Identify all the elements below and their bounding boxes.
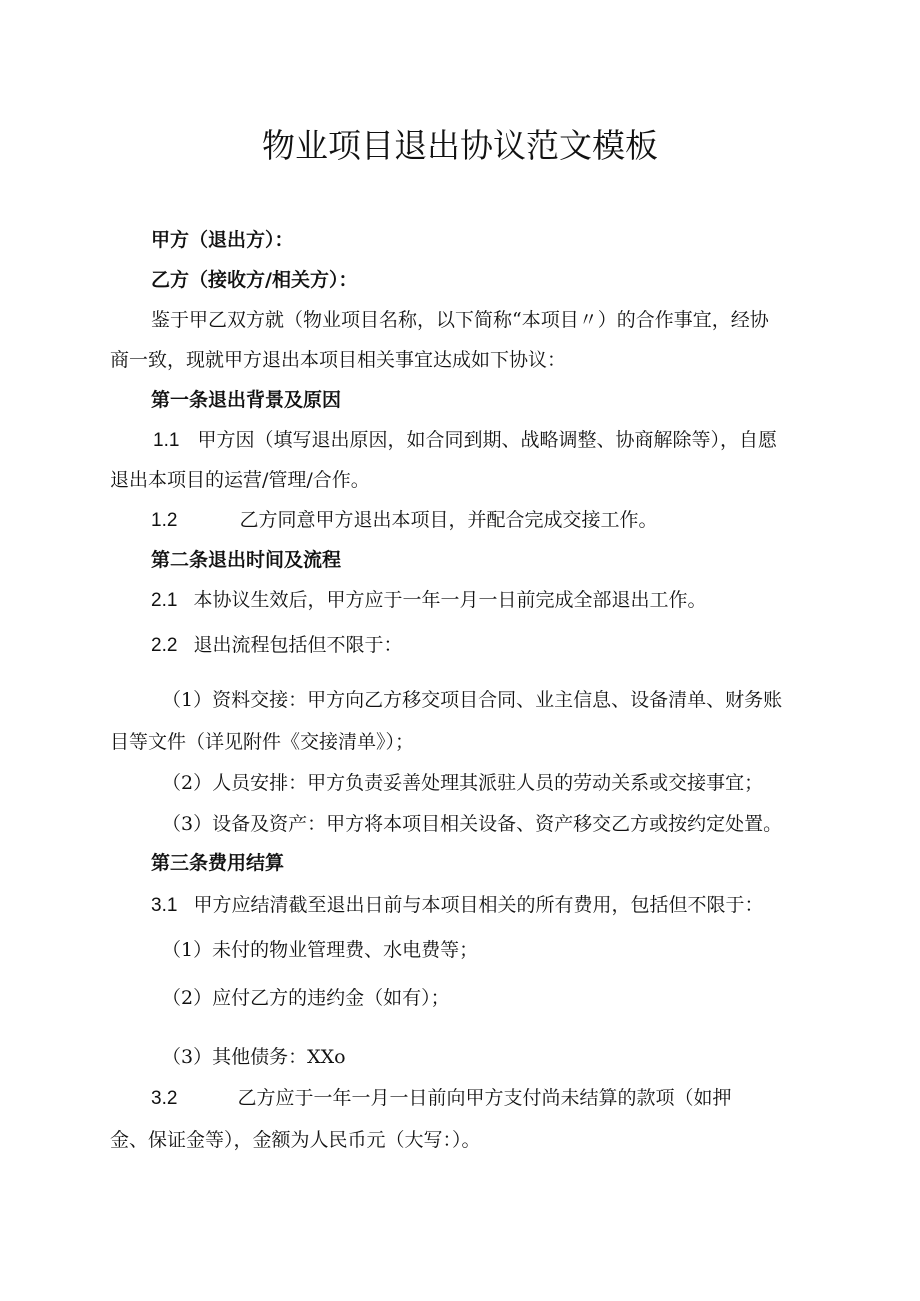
clause-text: 乙方应于一年一月一日前向甲方支付尚未结算的款项（如押 (237, 1087, 732, 1109)
clause-text: 甲方因（填写退出原因，如合同到期、战略调整、协商解除等），自愿 (197, 429, 777, 451)
clause-2-2 (151, 633, 402, 658)
clause-number: 2.1 (151, 590, 178, 611)
clause-number: 3.2 (151, 1088, 178, 1109)
clause-text: 本协议生效后，甲方应于一年一月一日前完成全部退出工作。 (193, 589, 707, 611)
list-item-2-2-3: （3）设备及资产：甲方将本项目相关设备、资产移交乙方或按约定处置。 (162, 813, 783, 835)
clause-3-2-continuation: 金、保证金等），金额为人民币元（大写：）。 (110, 1129, 481, 1151)
clause-text: 退出流程包括但不限于： (193, 634, 403, 656)
clause-number: 1.2 (151, 510, 178, 531)
clause-text: 乙方同意甲方退出本项目，并配合完成交接工作。 (239, 509, 658, 531)
clause-3-2 (151, 1086, 731, 1111)
list-item-3-1-1: （1）未付的物业管理费、水电费等； (162, 939, 479, 961)
clause-number: 1.1 (153, 430, 180, 451)
list-item-3-1-2: （2）应付乙方的违约金（如有）； (162, 987, 450, 1009)
clause-number: 3.1 (151, 895, 178, 916)
clause-number: 2.2 (151, 635, 178, 656)
party-a-line: 甲方（退出方）： (151, 229, 294, 251)
article-2-heading: 第二条退出时间及流程 (151, 549, 342, 571)
clause-3-1 (151, 893, 763, 918)
clause-1-1-continuation: 退出本项目的运营/管理/合作。 (110, 469, 370, 491)
preamble-line-2: 商一致，现就甲方退出本项目相关事宜达成如下协议： (110, 349, 567, 371)
preamble-line-1: 鉴于甲乙双方就（物业项目名称，以下简称“本项目〃）的合作事宜，经协 (151, 309, 769, 331)
party-b-line: 乙方（接收方/相关方）： (151, 269, 358, 291)
article-1-heading: 第一条退出背景及原因 (151, 389, 342, 411)
clause-text: 甲方应结清截至退出日前与本项目相关的所有费用，包括但不限于： (193, 894, 764, 916)
clause-1-2 (151, 508, 657, 533)
article-3-heading: 第三条费用结算 (151, 852, 285, 874)
document-title: 物业项目退出协议范文模板 (262, 126, 658, 165)
clause-2-1 (151, 588, 706, 613)
list-item-2-2-1-continuation: 目等文件（详见附件《交接清单》）； (110, 731, 415, 753)
list-item-2-2-1: （1）资料交接：甲方向乙方移交项目合同、业主信息、设备清单、财务账 (162, 689, 783, 711)
list-item-3-1-3: （3）其他债务：XXo (162, 1046, 346, 1068)
list-item-2-2-2: （2）人员安排：甲方负责妥善处理其派驻人员的劳动关系或交接事宜； (162, 772, 764, 794)
clause-1-1 (153, 428, 777, 453)
